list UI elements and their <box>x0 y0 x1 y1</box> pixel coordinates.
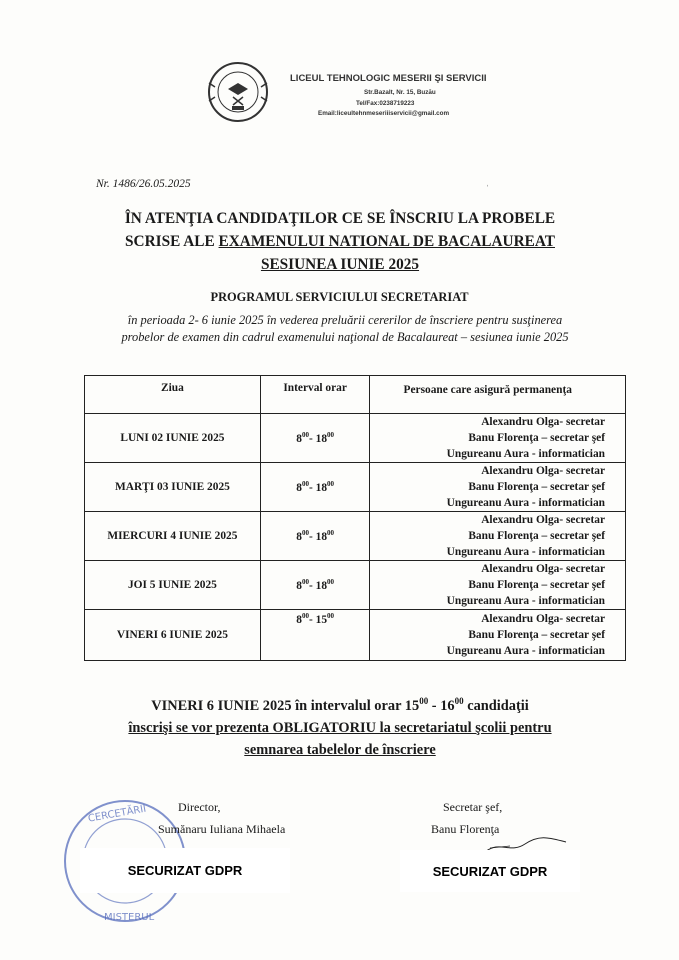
row-persons <box>370 512 626 561</box>
row-interval: $8^{00}-$ $18^{00}$ <box>260 561 370 610</box>
interval-end: 18 <box>315 432 328 445</box>
table-row <box>85 463 626 512</box>
table-row <box>85 561 626 610</box>
notice <box>100 690 580 761</box>
row-day: MIERCURI 4 IUNIE 2025 <box>85 512 261 561</box>
row-day: LUNI 02 IUNIE 2025 <box>85 414 261 463</box>
interval-end-min: 00 <box>327 480 335 489</box>
person-3: Ungureanu Aura - informatician <box>446 448 605 460</box>
scan-mark: ˌ <box>486 176 490 187</box>
interval-start-min: 00 <box>301 480 309 489</box>
row-persons <box>370 463 626 512</box>
gdpr-redaction-right: SECURIZAT GDPR <box>400 850 580 892</box>
row-day: MARŢI 03 IUNIE 2025 <box>85 463 261 512</box>
svg-text:MISTERUL: MISTERUL <box>104 912 155 923</box>
notice-part-3: candidaţii <box>463 697 529 714</box>
person-2: Banu Florenţa – secretar şef <box>468 432 605 444</box>
document-number: Nr. 1486/26.05.2025 <box>96 178 191 190</box>
interval-end: 18 <box>315 481 328 494</box>
secretary-role: Secretar şef, <box>443 800 503 814</box>
title-line-3: SESIUNEA IUNIE 2025 <box>260 256 420 273</box>
interval-start: 8 <box>296 481 302 494</box>
school-phone: Tel/Fax:0238719223 <box>356 100 415 107</box>
schedule-table <box>84 375 626 661</box>
interval-end-min: 00 <box>327 612 335 620</box>
interval-start: 8 <box>296 530 302 543</box>
interval-start: 8 <box>296 579 302 592</box>
interval-end-min: 00 <box>327 529 335 538</box>
person-3: Ungureanu Aura - informatician <box>446 645 605 657</box>
title-line-2-underlined: EXAMENULUI NATIONAL DE BACALAUREAT <box>218 233 555 250</box>
person-2: Banu Florenţa – secretar şef <box>468 530 605 542</box>
notice-sup-2: 00 <box>454 696 464 706</box>
row-persons <box>370 610 626 661</box>
interval-end: 18 <box>315 530 328 543</box>
school-logo <box>207 61 269 123</box>
row-interval: $8^{00}-$ $18^{00}$ <box>260 463 370 512</box>
title-line-2 <box>40 230 640 253</box>
person-2: Banu Florenţa – secretar şef <box>468 579 605 591</box>
person-1: Alexandru Olga- secretar <box>481 514 605 526</box>
interval-start-min: 00 <box>301 612 309 620</box>
secretary-name: Banu Florenţa <box>431 822 500 836</box>
table-row <box>85 512 626 561</box>
interval-end: 15 <box>315 613 328 626</box>
page-title <box>40 207 640 276</box>
person-3: Ungureanu Aura - informatician <box>446 497 605 509</box>
notice-part-1: VINERI 6 IUNIE 2025 în intervalul orar 15 <box>151 697 420 714</box>
notice-part-2: - 16 <box>428 697 455 714</box>
header-interval: Interval orar <box>260 376 370 414</box>
interval-end-min: 00 <box>327 431 335 440</box>
row-persons <box>370 414 626 463</box>
interval-start-min: 00 <box>301 529 309 538</box>
row-interval: $8^{00}-$ $15^{00}$ <box>260 610 370 661</box>
person-1: Alexandru Olga- secretar <box>481 563 605 575</box>
program-title: PROGRAMUL SERVICIULUI SECRETARIAT <box>210 290 469 304</box>
interval-end: 18 <box>315 579 328 592</box>
notice-line-1 <box>100 690 580 717</box>
school-address: Str.Bazalt, Nr. 15, Buzău <box>364 89 436 96</box>
table-row <box>85 414 626 463</box>
interval-start-min: 00 <box>301 578 309 587</box>
notice-sup-1: 00 <box>419 696 429 706</box>
person-1: Alexandru Olga- secretar <box>481 613 605 625</box>
person-1: Alexandru Olga- secretar <box>481 416 605 428</box>
table-row <box>85 610 626 661</box>
interval-end-min: 00 <box>327 578 335 587</box>
person-2: Banu Florenţa – secretar şef <box>468 481 605 493</box>
program-subtitle: în perioada 2- 6 iunie 2025 în vederea preluării cererilor de înscriere pentru susţinerea probelor de examen din cadrul examenului naţional de Bacalaureat – sesiunea iunie 2025 <box>121 313 569 344</box>
director-role: Director, <box>178 800 221 814</box>
row-day: VINERI 6 IUNIE 2025 <box>85 610 261 661</box>
title-line-1: ÎN ATENŢIA CANDIDAŢILOR CE SE ÎNSCRIU LA PROBELE <box>124 210 556 227</box>
interval-start: 8 <box>296 432 302 445</box>
header-persons: Persoane care asigură permanenţa <box>370 376 626 414</box>
title-line-2-prefix: SCRISE ALE <box>125 233 219 250</box>
interval-start-min: 00 <box>301 431 309 440</box>
notice-line-3: semnarea tabelelor de înscriere <box>244 741 436 758</box>
school-name: LICEUL TEHNOLOGIC MESERII ŞI SERVICII <box>290 73 487 84</box>
gdpr-redaction-left: SECURIZAT GDPR <box>80 848 290 893</box>
row-persons <box>370 561 626 610</box>
row-day: JOI 5 IUNIE 2025 <box>85 561 261 610</box>
table-header-row <box>85 376 626 414</box>
person-1: Alexandru Olga- secretar <box>481 465 605 477</box>
person-2: Banu Florenţa – secretar şef <box>468 629 605 641</box>
person-3: Ungureanu Aura - informatician <box>446 595 605 607</box>
school-email: Email:liceultehnmeseriiiservicii@gmail.com <box>318 110 450 117</box>
header-day: Ziua <box>85 376 261 414</box>
svg-text:CERCETĂRII: CERCETĂRII <box>87 803 148 825</box>
interval-start: 8 <box>296 613 302 626</box>
person-3: Ungureanu Aura - informatician <box>446 546 605 558</box>
director-name: Sumănaru Iuliana Mihaela <box>158 822 286 836</box>
row-interval: $8^{00}-$ $18^{00}$ <box>260 414 370 463</box>
notice-line-2: înscrişi se vor prezenta OBLIGATORIU la secretariatul şcolii pentru <box>128 719 552 736</box>
row-interval: $8^{00}-$ $18^{00}$ <box>260 512 370 561</box>
